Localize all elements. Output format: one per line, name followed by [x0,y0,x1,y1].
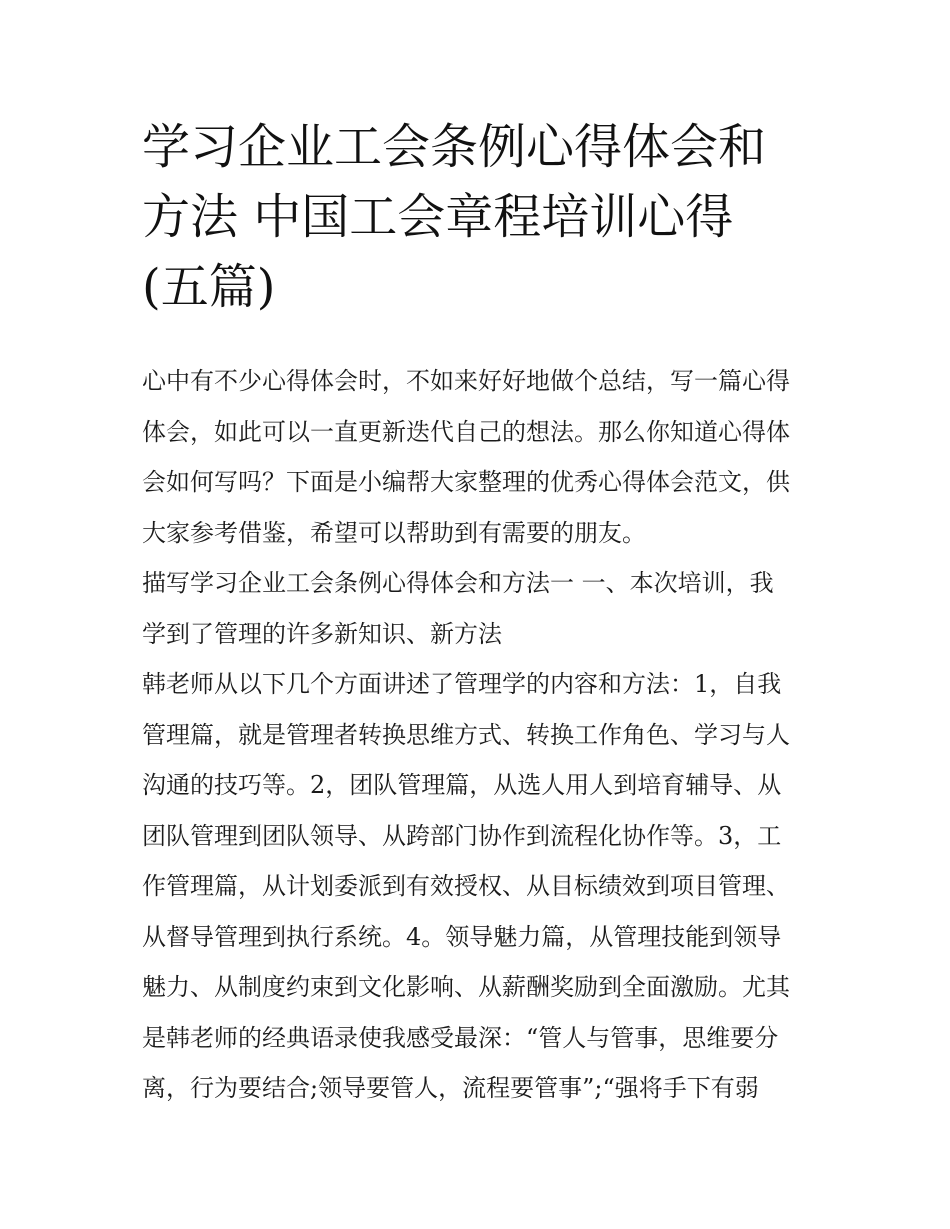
intro-line-4: 大家参考借鉴，希望可以帮助到有需要的朋友。 [142,518,646,547]
section-heading-line-2: 学到了管理的许多新知识、新方法 [142,619,502,648]
paragraph-line-1: 韩老师从以下几个方面讲述了管理学的内容和方法：1，自我 [142,670,782,698]
section-heading-line-1: 描写学习企业工会条例心得体会和方法一 一、本次培训，我 [142,569,774,597]
paragraph-line-6: 从督导管理到执行系统。4。领导魅力篇，从管理技能到领导 [142,922,782,951]
title-line-2: 方法 中国工会章程培训心得 [142,189,734,245]
paragraph-line-5: 作管理篇，从计划委派到有效授权、从目标绩效到项目管理、 [142,872,790,900]
intro-line-1: 心中有不少心得体会时，不如来好好地做个总结，写一篇心得 [142,367,790,395]
paragraph-line-2: 管理篇，就是管理者转换思维方式、转换工作角色、学习与人 [142,720,790,749]
document-title [142,112,822,322]
paragraph-line-8: 是韩老师的经典语录使我感受最深：“管人与管事，思维要分 [142,1023,779,1052]
paragraph-line-4: 团队管理到团队领导、从跨部门协作到流程化协作等。3，工 [142,821,782,850]
intro-line-2: 体会，如此可以一直更新迭代自己的想法。那么你知道心得体 [142,417,790,446]
document-body [142,356,822,1114]
title-line-1: 学习企业工会条例心得体会和 [142,119,767,175]
title-line-3: (五篇) [142,259,276,315]
intro-line-3: 会如何写吗？下面是小编帮大家整理的优秀心得体会范文，供 [142,468,790,496]
paragraph-line-9: 离，行为要结合;领导要管人，流程要管事”;“强将手下有弱 [142,1074,759,1102]
paragraph-line-3: 沟通的技巧等。2，团队管理篇，从选人用人到培育辅导、从 [142,771,782,799]
paragraph-line-7: 魅力、从制度约束到文化影响、从薪酬奖励到全面激励。尤其 [142,973,790,1001]
